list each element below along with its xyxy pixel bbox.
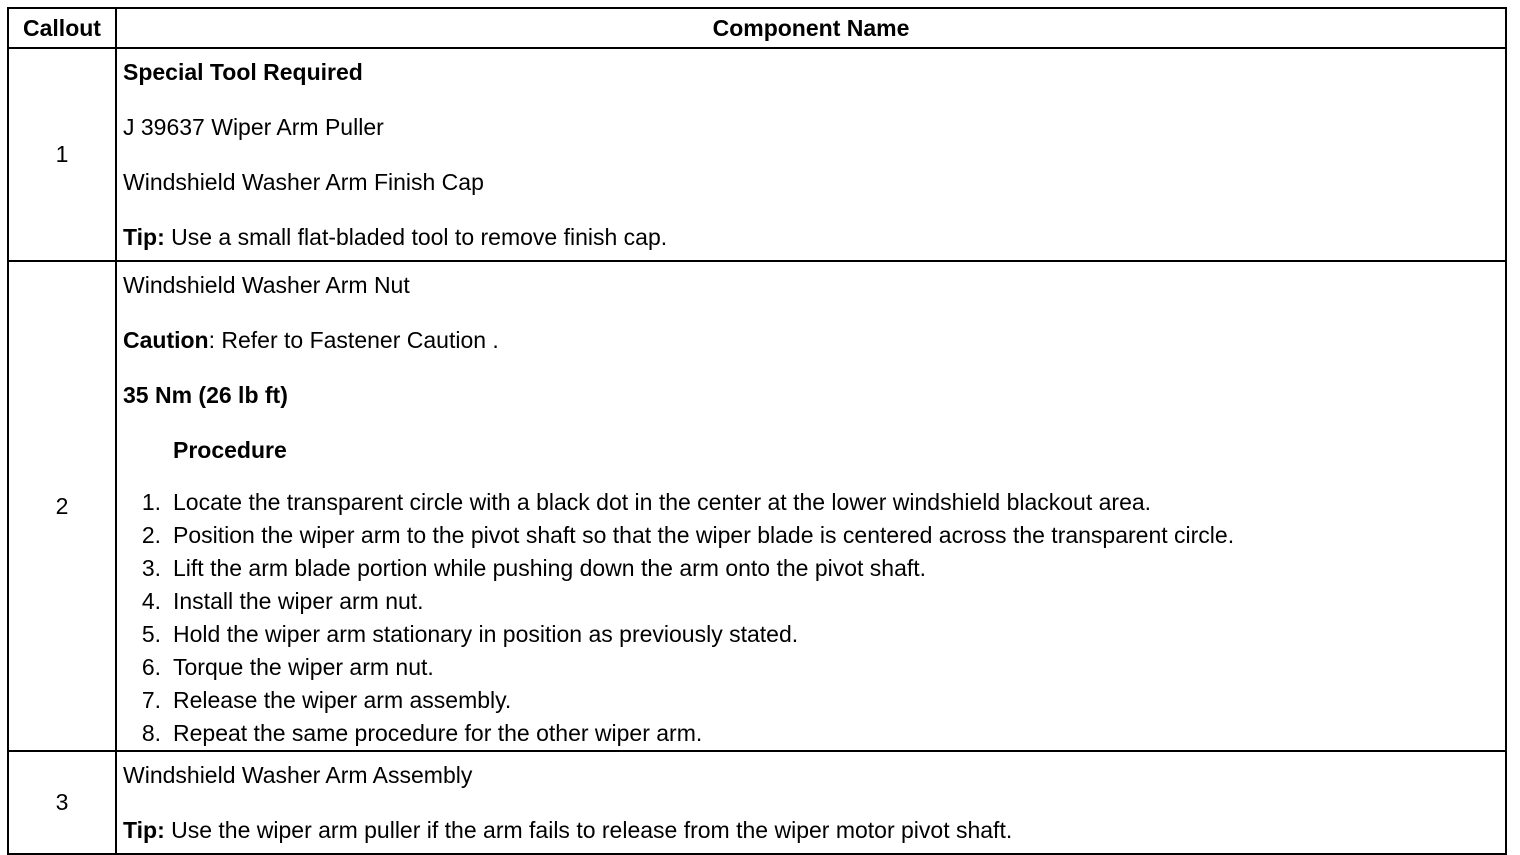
table-row <box>8 751 1506 854</box>
component-cell <box>116 48 1506 261</box>
tip-label: Tip: <box>123 817 165 843</box>
header-row <box>8 8 1506 48</box>
caution-text: : Refer to Fastener Caution . <box>208 327 499 353</box>
caution-label: Caution <box>123 327 209 353</box>
tip-line <box>123 214 1505 260</box>
tip-line <box>123 807 1505 853</box>
step-number: 7. <box>141 687 161 713</box>
component-cell <box>116 751 1506 854</box>
component-name: Windshield Washer Arm Finish Cap <box>123 169 484 195</box>
component-cell <box>116 261 1506 751</box>
procedure-step <box>123 585 1505 618</box>
torque-spec: 35 Nm (26 lb ft) <box>123 382 288 408</box>
procedure-step <box>123 717 1505 750</box>
procedure-step <box>123 486 1505 519</box>
procedure-step <box>123 684 1505 717</box>
procedure-heading: Procedure <box>173 437 287 463</box>
procedure-steps <box>123 486 1505 750</box>
step-text: Release the wiper arm assembly. <box>173 687 512 713</box>
step-text: Locate the transparent circle with a black dot in the center at the lower windshield blackout area. <box>173 489 1152 515</box>
step-text: Lift the arm blade portion while pushing down the arm onto the pivot shaft. <box>173 555 927 581</box>
table-row <box>8 48 1506 261</box>
step-text: Position the wiper arm to the pivot shaft so that the wiper blade is centered across the transparent circle. <box>173 522 1235 548</box>
caution-line <box>123 317 1505 372</box>
step-number: 8. <box>141 720 161 746</box>
step-text: Repeat the same procedure for the other wiper arm. <box>173 720 703 746</box>
tip-text: Use a small flat-bladed tool to remove finish cap. <box>164 224 668 250</box>
component-name: Windshield Washer Arm Assembly <box>123 762 473 788</box>
callout-number: 1 <box>8 48 116 261</box>
step-text: Torque the wiper arm nut. <box>173 654 434 680</box>
table-row <box>8 261 1506 751</box>
procedure-step <box>123 519 1505 552</box>
callout-number: 3 <box>8 751 116 854</box>
special-tool-label: Special Tool Required <box>123 59 363 85</box>
component-table <box>7 7 1507 855</box>
header-callout: Callout <box>8 8 116 48</box>
step-number: 3. <box>141 555 161 581</box>
component-name: Windshield Washer Arm Nut <box>123 272 410 298</box>
step-number: 4. <box>141 588 161 614</box>
tip-label: Tip: <box>123 224 165 250</box>
step-number: 5. <box>141 621 161 647</box>
step-number: 1. <box>141 489 161 515</box>
procedure-step <box>123 618 1505 651</box>
step-number: 6. <box>141 654 161 680</box>
header-component-name: Component Name <box>116 8 1506 48</box>
step-text: Install the wiper arm nut. <box>173 588 424 614</box>
step-text: Hold the wiper arm stationary in position as previously stated. <box>173 621 799 647</box>
procedure-step <box>123 651 1505 684</box>
special-tool-name: J 39637 Wiper Arm Puller <box>123 114 384 140</box>
callout-number: 2 <box>8 261 116 751</box>
procedure-step <box>123 552 1505 585</box>
step-number: 2. <box>141 522 161 548</box>
tip-text: Use the wiper arm puller if the arm fails to release from the wiper motor pivot shaft. <box>164 817 1013 843</box>
